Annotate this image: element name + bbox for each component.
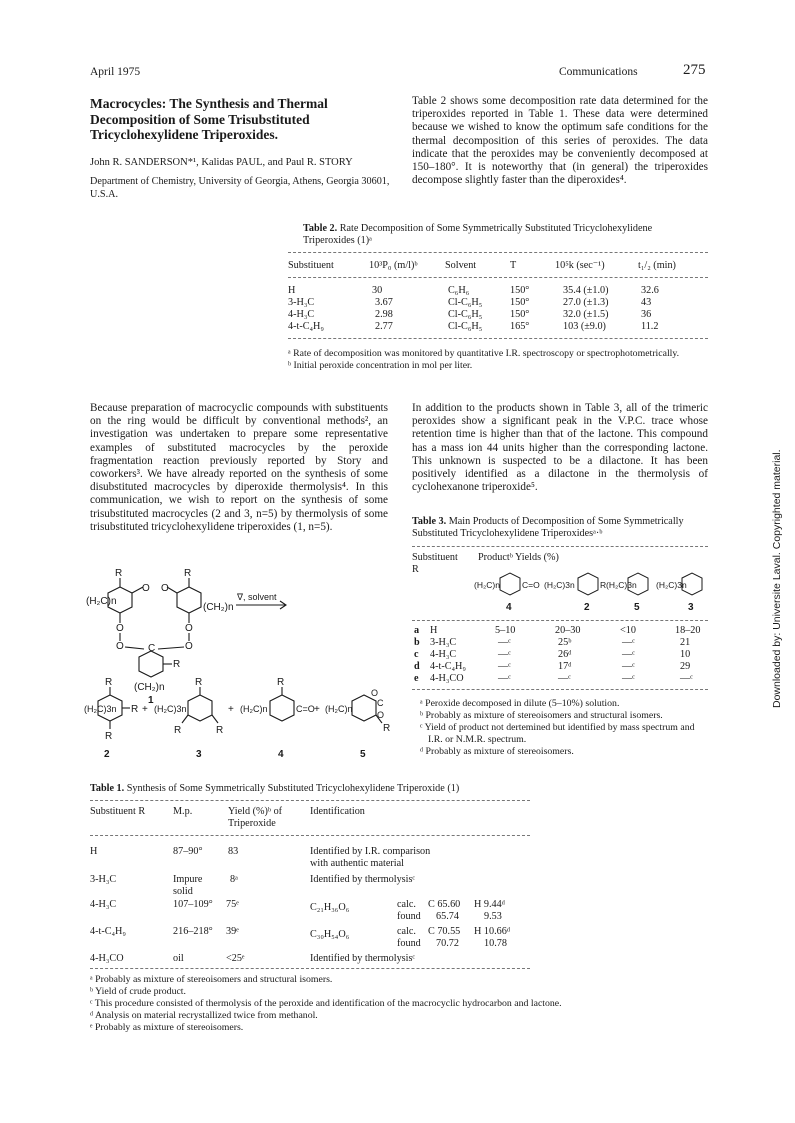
t3-compound-3: 3 (688, 602, 694, 613)
table3-cell: —ᶜ (558, 673, 571, 684)
table2-cell: 30 (372, 285, 383, 296)
r-label: R (216, 725, 224, 736)
table3-structures (470, 560, 710, 618)
table3-footnote: ᵈ Probably as mixture of stereoisomers. (420, 746, 574, 757)
t3-ring-label: (H₂C)n (474, 580, 500, 590)
table2-cell: 35.4 (±1.0) (563, 285, 609, 296)
r-label: R (115, 568, 123, 579)
table3-cell: 17ᵈ (558, 661, 572, 672)
table1-cell: H 10.66ᵈ (474, 926, 510, 937)
table3-cell: —ᶜ (680, 673, 693, 684)
c-label: C (377, 698, 384, 708)
ring-product-5 (352, 695, 376, 721)
r-label: R (184, 568, 192, 579)
o-label: O (161, 583, 169, 594)
o-label: O (116, 641, 124, 652)
body-paragraph-right: In addition to the products shown in Table 3, all of the trimeric peroxides show a significant peak in the V.P.C. trace whose retention time is higher than that of the lactone. This compound has a mass ion 44 units higher than the corresponding lactone. This unknown is suspected to be a dilactone. It has been positively identified as a dilactone in the thermolysis of cyclohexanone triperoxide⁵. (412, 402, 708, 494)
table2-footnotes (288, 348, 708, 372)
table1-cell: Identified by thermolysisᶜ (310, 953, 416, 964)
t3-compound-5: 5 (634, 602, 640, 613)
table2-header-cell: T (510, 260, 517, 271)
t3-ring-label: (H₂C)3n (606, 580, 637, 590)
table3-cell: 4-H₃CO (430, 673, 464, 684)
table3-bottom-rule (412, 689, 708, 690)
plus-sign: + (314, 704, 320, 715)
table1-cell: H 9.44ᵈ (474, 899, 505, 910)
table2-cell: 165° (510, 321, 530, 332)
table3-caption-label: Table 3. (412, 516, 447, 527)
t3-keto-label: C=O (522, 580, 540, 590)
table3-cell: —ᶜ (498, 673, 511, 684)
table3-cell: <10 (620, 625, 636, 636)
o-label: O (371, 688, 379, 698)
table1-cell: oil (173, 953, 184, 964)
o-label: O (116, 623, 124, 634)
table2-cell: 150° (510, 297, 530, 308)
table2-caption (303, 223, 703, 248)
table2-cell: 43 (641, 297, 652, 308)
ring-left-label: (H₂C)n (86, 596, 117, 607)
table3-footnote: ᵇ Probably as mixture of stereoisomers and structural isomers. (420, 710, 663, 721)
table2-cell: Cl-C₆H₅ (448, 321, 483, 332)
c-label: C (148, 643, 156, 654)
table3-header-rule (412, 620, 708, 621)
table2-cell: 3-H₃C (288, 297, 315, 308)
table3-top-rule (412, 546, 708, 547)
table3-header-substituent: Substituent (412, 552, 458, 563)
table2-header-cell: Solvent (445, 260, 477, 271)
ring-right (177, 587, 201, 613)
r-label: R (131, 704, 139, 715)
table3-cell: —ᶜ (622, 637, 635, 648)
article-title: Macrocycles: The Synthesis and Thermal Decomposition of Some Trisubstituted Tricyclohexylidene Triperoxides. (90, 96, 328, 142)
table3-caption (412, 516, 708, 541)
download-watermark-text: Downloaded by: Universite Laval. Copyrighted material. (771, 449, 783, 708)
ring-right-label: (CH₂)n (203, 602, 234, 613)
table1-cell: 4-H₃C (90, 899, 117, 910)
r-label: R (383, 723, 391, 734)
table1-header-cell: Identification (310, 806, 365, 817)
ring-bottom (139, 651, 163, 677)
table2-cell: 3.67 (375, 297, 393, 308)
compound-label-3: 3 (196, 749, 202, 760)
table1-cell: 65.74 (436, 911, 459, 922)
ring-product-5-label: (H₂C)n (325, 704, 353, 714)
table1-cell: C 65.60 (428, 899, 461, 910)
ring-product-2-label: (H₂C)3n (84, 704, 117, 714)
table1-cell: 10.78 (484, 938, 507, 949)
table3-cell: —ᶜ (622, 649, 635, 660)
table1-footnote: ᵇ Yield of crude product. (90, 986, 186, 997)
table2-cell: 2.77 (375, 321, 393, 332)
table1-caption-text: Synthesis of Some Symmetrically Substituted Tricyclohexylidene Triperoxide (1) (126, 783, 460, 794)
table1-caption (90, 783, 590, 795)
table2-footnote: ᵃ Rate of decomposition was monitored by quantitative I.R. spectroscopy or spectrophotometrically. (288, 348, 680, 359)
r-label: R (195, 677, 203, 688)
o-label: O (142, 583, 150, 594)
table1-cell: found (397, 911, 421, 922)
table1-cell: Identified by I.R. comparison (310, 846, 431, 857)
table2-cell: C₆H₆ (448, 285, 470, 296)
compound-label-4: 4 (278, 749, 284, 760)
table3-cell: 4-H₃C (430, 649, 457, 660)
table3-header-r: R (412, 564, 419, 575)
ring-product-3 (188, 695, 212, 721)
intro-paragraph-right: Table 2 shows some decomposition rate data determined for the triperoxides reported in Table 1. These data were determined because we wished to know the optimum safe conditions for the thermal decomposition of this series of peroxides. The data indicate that the peroxides may be conveniently decomposed at 150–180°. It is noteworthy that (in general) the triperoxides decompose slightly faster than the diperoxides⁴. (412, 95, 708, 187)
table3-footnote: ᶜ Yield of product not dertemined but identified by mass spectrum and I.R. or N.M.R. spectrum. (420, 722, 695, 745)
r-label: R (105, 731, 113, 742)
table1-cell: 4-t-C₄H₉ (90, 926, 126, 937)
table1-cell: 83 (228, 846, 239, 857)
t3-r-label: R (600, 580, 607, 590)
table1-bottom-rule (90, 968, 530, 969)
table3-cell: e (414, 673, 419, 684)
table2-cell: 2.98 (375, 309, 393, 320)
ring-product-4 (270, 695, 294, 721)
table2-cell: 103 (±9.0) (563, 321, 606, 332)
table2-cell: Cl-C₆H₅ (448, 309, 483, 320)
table1-cell: solid (173, 886, 193, 897)
table2-header-cell: t₁/₂ (min) (638, 260, 676, 271)
o-label: O (185, 641, 193, 652)
table1-cell: 107–109° (173, 899, 213, 910)
table1-cell: Impure (173, 874, 203, 885)
table1-cell: calc. (397, 926, 416, 937)
table1-cell: C 70.55 (428, 926, 461, 937)
table1-footnotes (90, 974, 570, 1034)
table2-footnote: ᵇ Initial peroxide concentration in mol per liter. (288, 360, 473, 371)
plus-sign: + (142, 704, 148, 715)
plus-sign: + (228, 704, 234, 715)
table1-header-cell: Yield (%)ᵇ of Triperoxide (228, 806, 283, 829)
running-section: Communications (559, 66, 638, 78)
compound-label-5: 5 (360, 749, 366, 760)
ring-bottom-label: (CH₂)n (134, 682, 165, 693)
table3-cell: 5–10 (495, 625, 516, 636)
table1-cell: H (90, 846, 98, 857)
table1-cell: 4-H₃CO (90, 953, 124, 964)
table3-cell: 3-H₃C (430, 637, 457, 648)
article-authors: John R. SANDERSON*¹, Kalidas PAUL, and Paul R. STORY (90, 157, 353, 168)
table1-header-rule (90, 835, 530, 836)
article-affiliation: Department of Chemistry, University of Georgia, Athens, Georgia 30601, U.S.A. (90, 176, 390, 200)
t3-ring-label: (H₂C)3n (544, 580, 575, 590)
table3-footnote: ᵃ Peroxide decomposed in dilute (5–10%) solution. (420, 698, 620, 709)
table1-cell: 39ᵉ (226, 926, 239, 937)
table2-top-rule (288, 252, 708, 253)
table2-cell: 150° (510, 285, 530, 296)
table1-cell: 70.72 (436, 938, 459, 949)
table2-cell: 32.0 (±1.5) (563, 309, 609, 320)
table2-header-cell: 10⁵k (sec⁻¹) (555, 260, 605, 271)
table3-cell: c (414, 649, 419, 660)
table1-cell: 9.53 (484, 911, 502, 922)
table2-cell: H (288, 285, 296, 296)
keto-label: C=O (296, 704, 315, 714)
table1-cell: 216–218° (173, 926, 213, 937)
table1-caption-label: Table 1. (90, 783, 125, 794)
table3-caption-text: Main Products of Decomposition of Some Symmetrically Substituted Tricyclohexylidene Triperoxidesᵃ·ᵇ (412, 516, 684, 540)
table3-cell: —ᶜ (622, 661, 635, 672)
table1-cell: C₃₀H₅₄O₆ (310, 929, 350, 940)
table2-header-cell: 10³P₀ (m/l)ᵇ (369, 260, 418, 271)
o-label: O (185, 623, 193, 634)
table3-cell: —ᶜ (498, 661, 511, 672)
table2-cell: 11.2 (641, 321, 659, 332)
table1-cell: found (397, 938, 421, 949)
reaction-scheme (84, 565, 394, 772)
table3-cell: b (414, 637, 420, 648)
table1-cell: C₂₁H₃₆O₆ (310, 902, 350, 913)
ring-product-3-label: (H₂C)3n (154, 704, 187, 714)
table3-cell: 21 (680, 637, 691, 648)
table1-footnote: ᵈ Analysis on material recrystallized twice from methanol. (90, 1010, 318, 1021)
table3-cell: —ᶜ (498, 649, 511, 660)
t3-ring-label: (H₂C)3n (656, 580, 687, 590)
table3-cell: 4-t-C₄H₉ (430, 661, 466, 672)
t3-compound-4: 4 (506, 602, 512, 613)
body-paragraph-left: Because preparation of macrocyclic compounds with substituents on the ring would be difficult by conventional methods², an investigation was undertaken to prepare some representative examples of substituted macrocycles by the peroxide fragmentation reaction previously reported by Story and coworkers³. We have already reported on the synthesis of some disubstituted macrocycles by diperoxide thermolysis⁴. In this communication, we wish to report on the synthesis of some trisubstituted macrocycles (2 and 3, n=5) by thermolysis of some trisubstituted tricyclohexylidene triperoxides (1, n=5). (90, 402, 388, 533)
table3-header-yields: Productᵇ Yields (%) (478, 552, 559, 563)
r-label: R (277, 677, 285, 688)
table3-cell: 26ᵈ (558, 649, 572, 660)
r-label: R (174, 725, 182, 736)
r-label: R (173, 659, 181, 670)
table2-cell: 150° (510, 309, 530, 320)
table2-cell: 36 (641, 309, 652, 320)
table1-cell: 3-H₃C (90, 874, 117, 885)
table2-cell: Cl-C₆H₅ (448, 297, 483, 308)
table1-cell: <25ᵉ (226, 953, 245, 964)
table1-cell: 87–90° (173, 846, 203, 857)
table2-caption-label: Table 2. (303, 223, 338, 234)
table1-header-cell: Substituent R (90, 806, 146, 817)
table1-header-cell: M.p. (173, 806, 193, 817)
page-number: 275 (683, 62, 706, 78)
table2-cell: 27.0 (±1.3) (563, 297, 609, 308)
table1-footnote: ᵉ Probably as mixture of stereoisomers. (90, 1022, 244, 1033)
table1-cell: Identified by thermolysisᶜ (310, 874, 416, 885)
table1-cell: 8ᵃ (230, 874, 238, 885)
compound-label-2: 2 (104, 749, 110, 760)
table1-footnote: ᶜ This procedure consisted of thermolysis of the peroxide and identification of the macrocyclic hydrocarbon and lactone. (90, 998, 562, 1009)
table3-footnotes (420, 698, 708, 758)
table2-header-rule (288, 277, 708, 278)
compound-label-1: 1 (148, 695, 154, 706)
table1-footnote: ᵃ Probably as mixture of stereoisomers and structural isomers. (90, 974, 333, 985)
r-label: R (105, 677, 113, 688)
table2-caption-text: Rate Decomposition of Some Symmetrically Substituted Tricyclohexylidene Triperoxides (1)ᵃ (303, 223, 653, 247)
table2-cell: 32.6 (641, 285, 659, 296)
table2-bottom-rule (288, 338, 708, 339)
table1-cell: with authentic material (310, 858, 404, 869)
table3-cell: 18–20 (675, 625, 701, 636)
table3-cell: a (414, 625, 420, 636)
table3-cell: 10 (680, 649, 691, 660)
table1-cell: calc. (397, 899, 416, 910)
table2-cell: 4-H₃C (288, 309, 315, 320)
t3-compound-2: 2 (584, 602, 590, 613)
o-label: O (377, 710, 385, 720)
running-date: April 1975 (90, 66, 141, 78)
table3-cell: 25ᵇ (558, 637, 572, 648)
table3-cell: H (430, 625, 438, 636)
table3-cell: —ᶜ (498, 637, 511, 648)
table2-cell: 4-t-C₄H₉ (288, 321, 324, 332)
table3-cell: 20–30 (555, 625, 581, 636)
table3-cell: d (414, 661, 420, 672)
table1-top-rule (90, 800, 530, 801)
table1-cell: 75ᵉ (226, 899, 239, 910)
table3-cell: —ᶜ (622, 673, 635, 684)
table2-header-cell: Substituent (288, 260, 334, 271)
arrow-label: ∇, solvent (237, 592, 277, 602)
ring-product-4-label: (H₂C)n (240, 704, 268, 714)
table3-cell: 29 (680, 661, 691, 672)
